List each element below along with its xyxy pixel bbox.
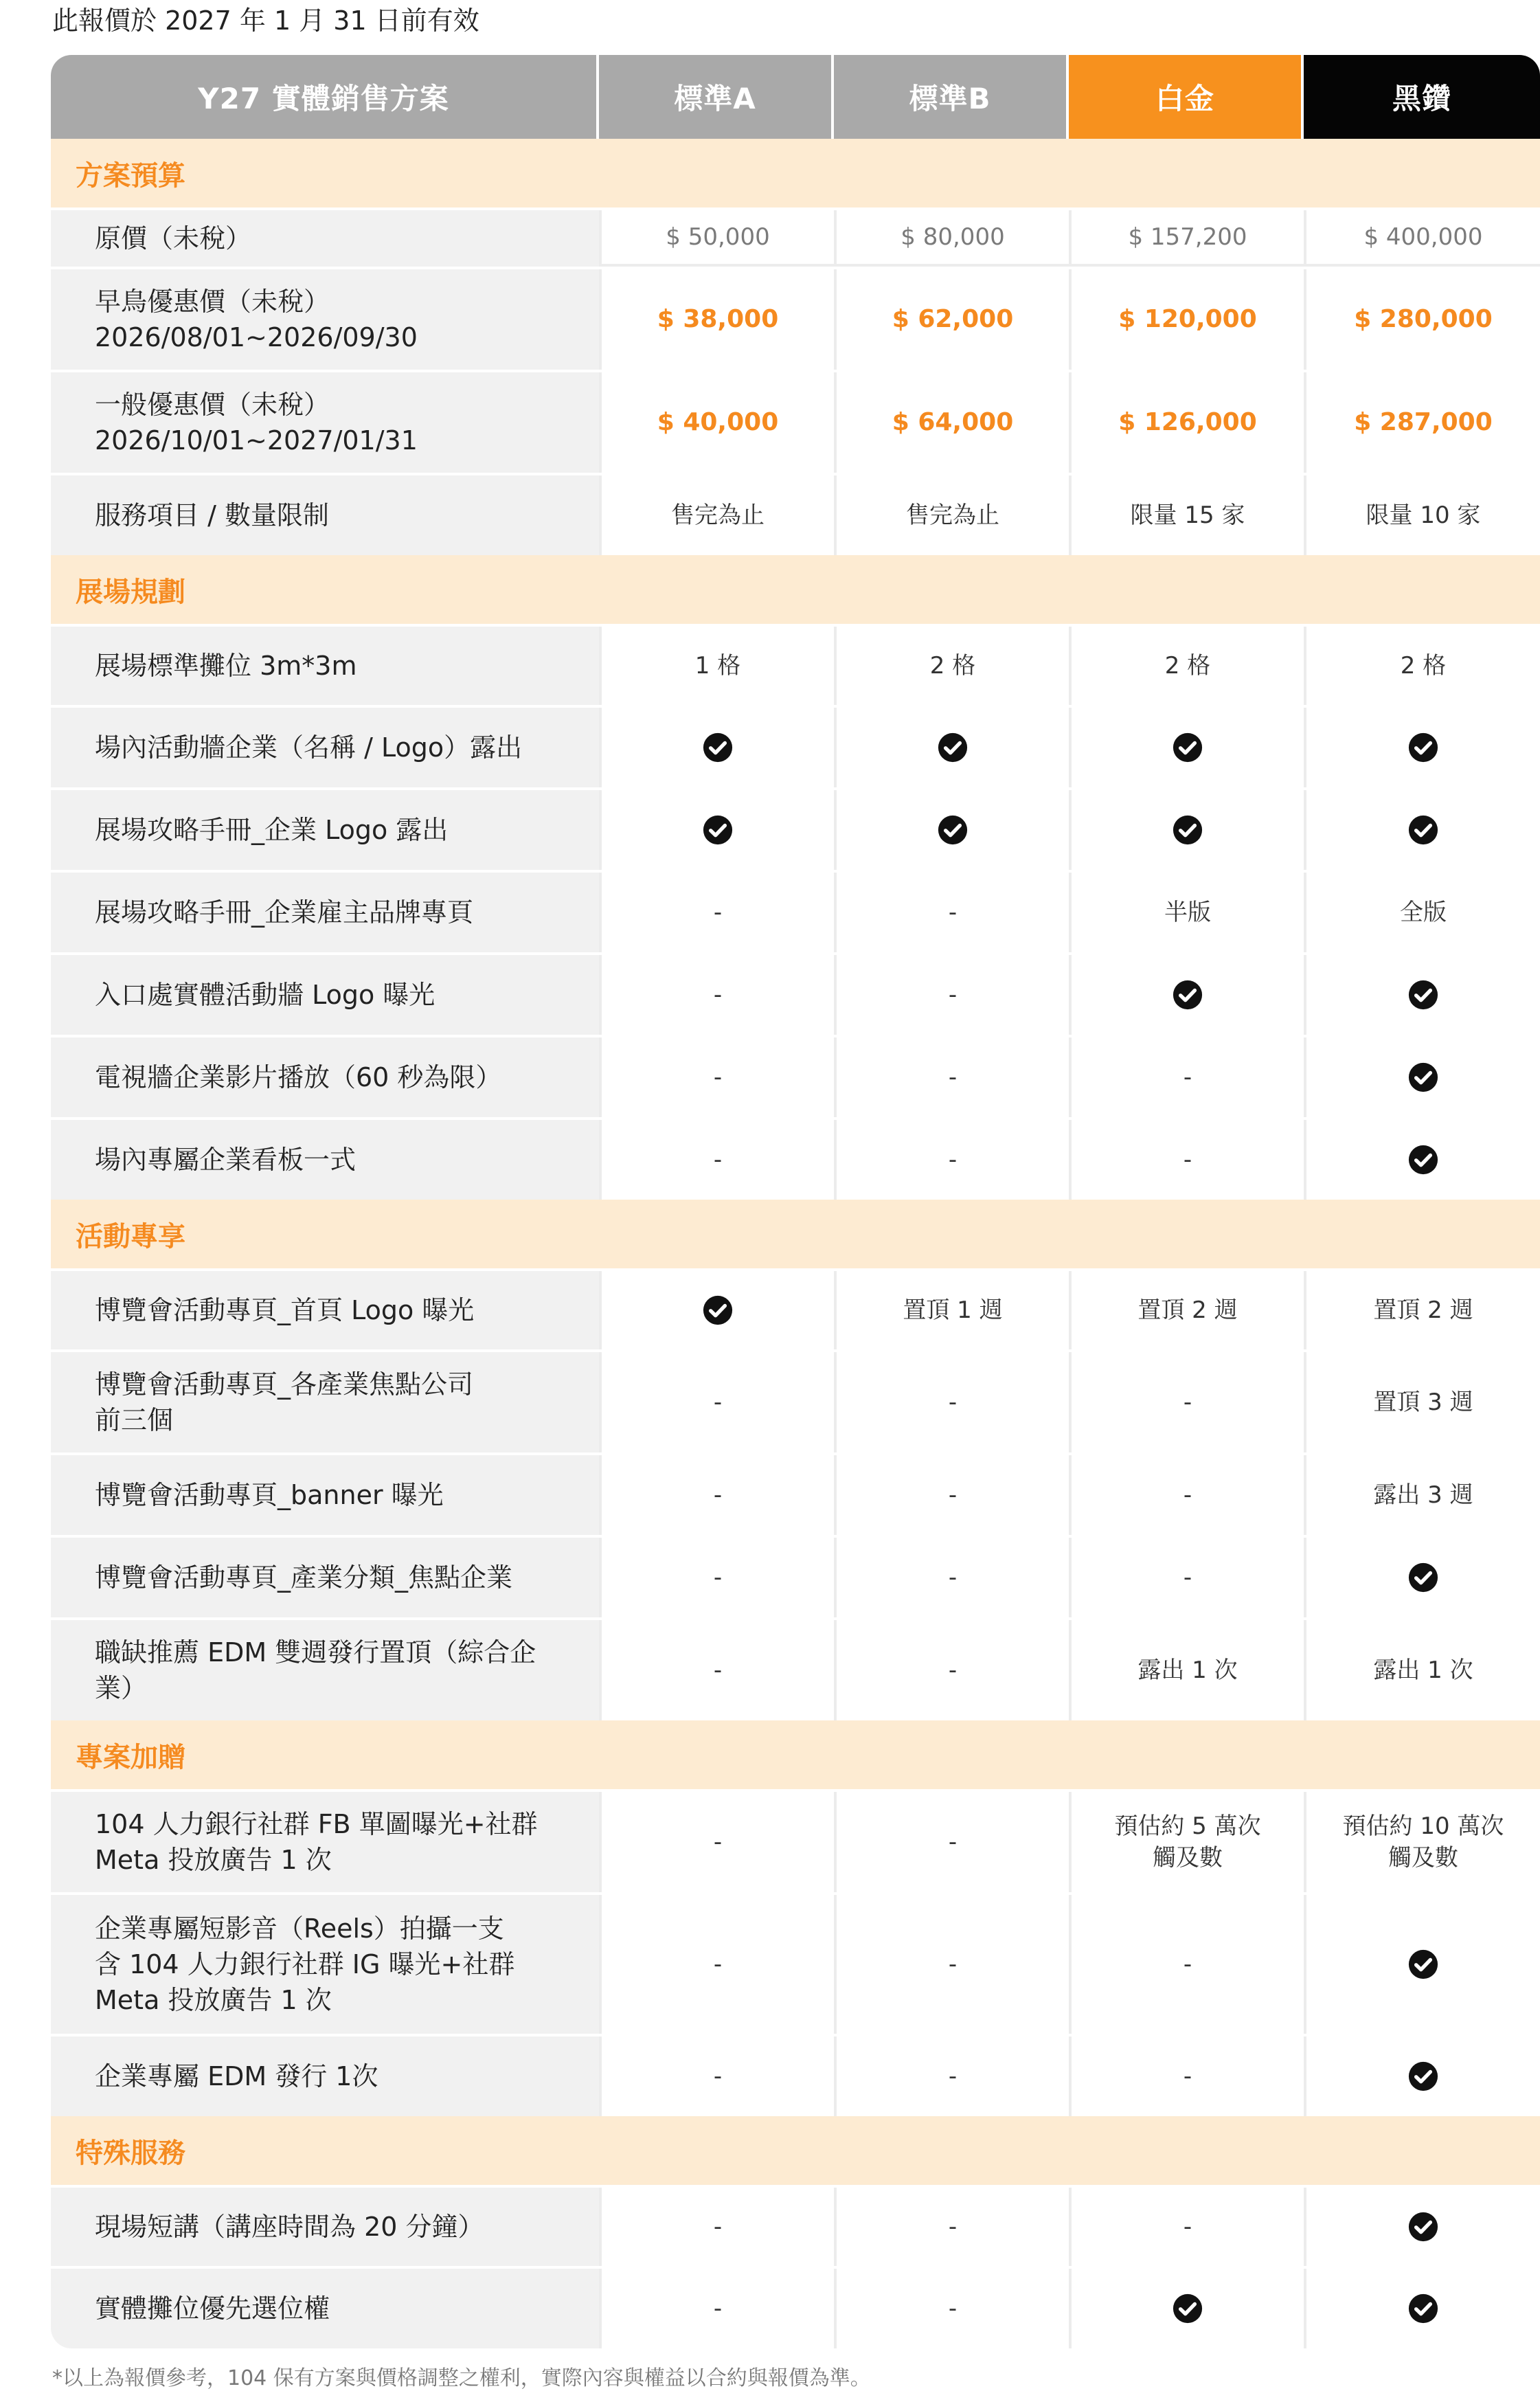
check-circle-icon [937,814,969,846]
table-row [51,1617,1540,1720]
row-label: 場內活動牆企業（名稱 / Logo）露出 [51,708,599,787]
cell-standard-a [599,1271,834,1349]
cell-platinum: - [1069,1037,1304,1117]
check-circle-icon [937,732,969,763]
cell-platinum: 半版 [1069,873,1304,952]
table-row [51,787,1540,870]
table-row [51,2034,1540,2116]
cell-standard-b: $ 62,000 [834,269,1069,370]
cell-standard-a: 售完為止 [599,475,834,555]
cell-standard-b: - [834,1455,1069,1535]
cell-platinum: 2 格 [1069,627,1304,705]
cell-platinum: 置頂 2 週 [1069,1271,1304,1349]
cell-standard-b: 置頂 1 週 [834,1271,1069,1349]
table-row [51,1452,1540,1535]
cell-black-diamond [1304,2269,1540,2348]
row-label: 原價（未稅） [51,210,599,267]
table-row [51,2266,1540,2348]
section-header: 特殊服務 [51,2116,1540,2185]
cell-black-diamond: 置頂 2 週 [1304,1271,1540,1349]
cell-standard-b: - [834,873,1069,952]
cell-black-diamond: 預估約 10 萬次 觸及數 [1304,1792,1540,1892]
cell-standard-b: - [834,955,1069,1035]
table-row [51,1349,1540,1452]
cell-standard-a: - [599,1792,834,1892]
table-row [51,1117,1540,1200]
section-header: 專案加贈 [51,1720,1540,1789]
table-header [51,55,1540,139]
footnote: *以上為報價參考，104 保有方案與價格調整之權利，實際內容與權益以合約與報價為準。 [52,2366,871,2390]
cell-standard-a: - [599,1620,834,1720]
table-row [51,267,1540,370]
cell-standard-b [834,708,1069,787]
cell-black-diamond [1304,1895,1540,2034]
cell-platinum: - [1069,1120,1304,1200]
section-header: 展場規劃 [51,555,1540,624]
check-circle-icon [1172,2293,1203,2324]
row-label: 企業專屬 EDM 發行 1次 [51,2036,599,2116]
cell-black-diamond: $ 287,000 [1304,372,1540,473]
table-row [51,705,1540,787]
cell-black-diamond [1304,790,1540,870]
check-circle-icon [1407,814,1439,846]
cell-standard-b: 售完為止 [834,475,1069,555]
cell-standard-a: - [599,1895,834,2034]
row-label: 一般優惠價（未稅） 2026/10/01~2027/01/31 [51,372,599,473]
check-circle-icon [1407,979,1439,1011]
cell-standard-a: - [599,2269,834,2348]
cell-standard-b: - [834,1037,1069,1117]
row-label: 服務項目 / 數量限制 [51,475,599,555]
table-body [51,139,1540,2348]
cell-standard-b: - [834,1895,1069,2034]
table-row [51,952,1540,1035]
cell-standard-b: - [834,1620,1069,1720]
cell-standard-a: $ 50,000 [599,210,834,267]
table-row [51,473,1540,555]
cell-standard-b: - [834,1120,1069,1200]
cell-black-diamond: 2 格 [1304,627,1540,705]
cell-platinum [1069,955,1304,1035]
check-circle-icon [1407,1144,1439,1176]
check-circle-icon [1407,2061,1439,2092]
section-header: 活動專享 [51,1200,1540,1268]
cell-platinum: $ 120,000 [1069,269,1304,370]
cell-black-diamond: $ 400,000 [1304,210,1540,267]
row-label: 博覽會活動專頁_首頁 Logo 曝光 [51,1271,599,1349]
cell-standard-b: - [834,1792,1069,1892]
cell-standard-b [834,790,1069,870]
cell-standard-b: - [834,2188,1069,2266]
cell-black-diamond: 露出 1 次 [1304,1620,1540,1720]
table-row [51,370,1540,473]
row-label: 場內專屬企業看板一式 [51,1120,599,1200]
table-row [51,2185,1540,2266]
cell-black-diamond: $ 280,000 [1304,269,1540,370]
table-row [51,1535,1540,1617]
row-label: 早鳥優惠價（未稅） 2026/08/01~2026/09/30 [51,269,599,370]
check-circle-icon [1407,2293,1439,2324]
cell-black-diamond: 限量 10 家 [1304,475,1540,555]
cell-platinum: 預估約 5 萬次 觸及數 [1069,1792,1304,1892]
plan-header-standard-b: 標準B [834,55,1069,139]
cell-platinum [1069,2269,1304,2348]
section-header: 方案預算 [51,139,1540,207]
row-label: 展場攻略手冊_企業雇主品牌專頁 [51,873,599,952]
cell-black-diamond: 置頂 3 週 [1304,1352,1540,1452]
row-label: 博覽會活動專頁_產業分類_焦點企業 [51,1538,599,1617]
check-circle-icon [1407,1949,1439,1980]
cell-platinum: - [1069,1455,1304,1535]
row-label: 104 人力銀行社群 FB 單圖曝光+社群 Meta 投放廣告 1 次 [51,1792,599,1892]
row-label: 電視牆企業影片播放（60 秒為限） [51,1037,599,1117]
cell-standard-a: - [599,1352,834,1452]
row-label: 實體攤位優先選位權 [51,2269,599,2348]
row-label: 博覽會活動專頁_banner 曝光 [51,1455,599,1535]
plan-header-black-diamond: 黑鑽 [1304,55,1540,139]
table-row [51,624,1540,705]
cell-standard-b: - [834,1538,1069,1617]
row-label: 展場標準攤位 3m*3m [51,627,599,705]
check-circle-icon [1172,814,1203,846]
row-label: 企業專屬短影音（Reels）拍攝一支 含 104 人力銀行社群 IG 曝光+社群 Meta 投放廣告 1 次 [51,1895,599,2034]
cell-standard-a: $ 40,000 [599,372,834,473]
cell-standard-b: $ 64,000 [834,372,1069,473]
table-row [51,1892,1540,2034]
cell-black-diamond: 露出 3 週 [1304,1455,1540,1535]
cell-standard-a [599,790,834,870]
validity-note: 此報價於 2027 年 1 月 31 日前有效 [52,5,479,36]
cell-platinum [1069,790,1304,870]
cell-standard-a: - [599,1455,834,1535]
cell-platinum: $ 157,200 [1069,210,1304,267]
plan-header-platinum: 白金 [1069,55,1304,139]
cell-black-diamond [1304,955,1540,1035]
row-label: 職缺推薦 EDM 雙週發行置頂（綜合企 業） [51,1620,599,1720]
check-circle-icon [702,732,734,763]
cell-platinum: $ 126,000 [1069,372,1304,473]
cell-standard-b: - [834,2036,1069,2116]
cell-platinum: 限量 15 家 [1069,475,1304,555]
table-row [51,1035,1540,1117]
cell-standard-a: - [599,1538,834,1617]
cell-standard-a: - [599,873,834,952]
row-label: 展場攻略手冊_企業 Logo 露出 [51,790,599,870]
cell-platinum: - [1069,2036,1304,2116]
cell-black-diamond [1304,1538,1540,1617]
check-circle-icon [1407,1062,1439,1093]
cell-black-diamond [1304,1120,1540,1200]
check-circle-icon [1172,979,1203,1011]
cell-standard-a: - [599,2036,834,2116]
cell-standard-a [599,708,834,787]
check-circle-icon [1407,2211,1439,2243]
cell-standard-a: $ 38,000 [599,269,834,370]
cell-black-diamond: 全版 [1304,873,1540,952]
cell-black-diamond [1304,1037,1540,1117]
cell-platinum: - [1069,1538,1304,1617]
cell-platinum: - [1069,1895,1304,2034]
check-circle-icon [1172,732,1203,763]
cell-platinum: - [1069,1352,1304,1452]
row-label: 現場短講（講座時間為 20 分鐘） [51,2188,599,2266]
cell-standard-a: - [599,955,834,1035]
check-circle-icon [1407,1562,1439,1593]
cell-standard-a: 1 格 [599,627,834,705]
cell-black-diamond [1304,2036,1540,2116]
cell-standard-b: 2 格 [834,627,1069,705]
table-row [51,1268,1540,1349]
cell-standard-a: - [599,2188,834,2266]
cell-standard-a: - [599,1120,834,1200]
pricing-table [51,55,1540,2348]
table-row [51,207,1540,267]
cell-platinum [1069,708,1304,787]
cell-standard-b: $ 80,000 [834,210,1069,267]
row-label: 入口處實體活動牆 Logo 曝光 [51,955,599,1035]
table-row [51,1789,1540,1892]
check-circle-icon [1407,732,1439,763]
check-circle-icon [702,814,734,846]
cell-standard-b: - [834,2269,1069,2348]
cell-black-diamond [1304,708,1540,787]
table-row [51,870,1540,952]
header-title: Y27 實體銷售方案 [51,55,599,139]
cell-platinum: 露出 1 次 [1069,1620,1304,1720]
cell-platinum: - [1069,2188,1304,2266]
cell-standard-b: - [834,1352,1069,1452]
cell-black-diamond [1304,2188,1540,2266]
plan-header-standard-a: 標準A [599,55,834,139]
cell-standard-a: - [599,1037,834,1117]
check-circle-icon [702,1294,734,1326]
row-label: 博覽會活動專頁_各產業焦點公司 前三個 [51,1352,599,1452]
